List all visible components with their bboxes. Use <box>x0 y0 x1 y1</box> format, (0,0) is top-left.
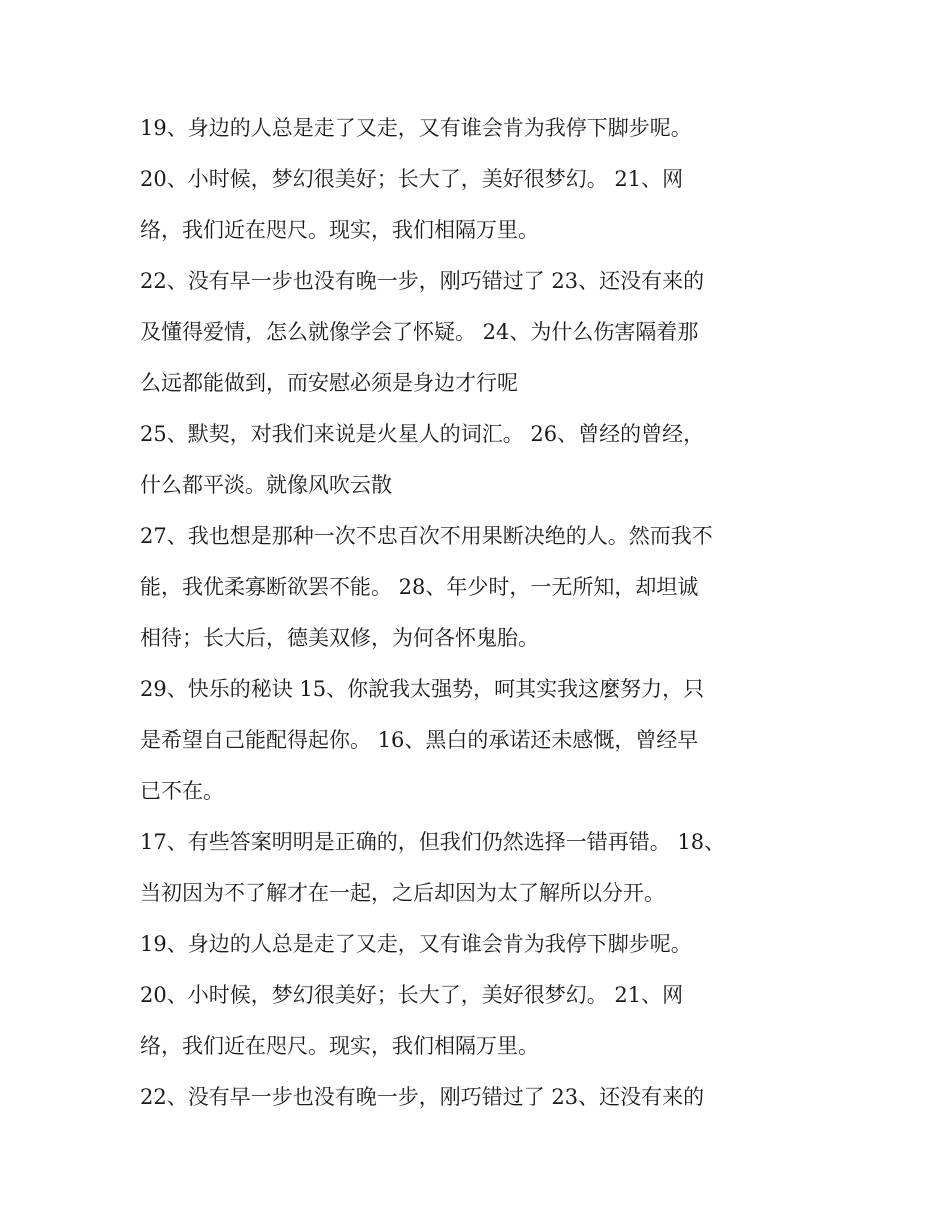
text-line: 22、没有早一步也没有晚一步，刚巧错过了 23、还没有来的 <box>140 1085 705 1109</box>
text-line: 19、身边的人总是走了又走，又有谁会肯为我停下脚步呢。 <box>140 932 692 956</box>
text-line: 当初因为不了解才在一起，之后却因为太了解所以分开。 <box>140 881 665 905</box>
text-line: 络，我们近在咫尺。现实，我们相隔万里。 <box>140 218 539 242</box>
text-line: 能，我优柔寡断欲罢不能。 28、年少时，一无所知，却坦诚 <box>140 575 699 599</box>
text-line: 19、身边的人总是走了又走，又有谁会肯为我停下脚步呢。 <box>140 116 692 140</box>
text-line: 29、快乐的秘诀 15、你說我太强势，呵其实我这麼努力，只 <box>140 677 705 701</box>
text-line: 络，我们近在咫尺。现实，我们相隔万里。 <box>140 1034 539 1058</box>
text-line: 已不在。 <box>140 779 224 803</box>
text-line: 27、我也想是那种一次不忠百次不用果断决绝的人。然而我不 <box>140 524 713 548</box>
text-line: 22、没有早一步也没有晚一步，刚巧错过了 23、还没有来的 <box>140 269 705 293</box>
text-line: 17、有些答案明明是正确的，但我们仍然选择一错再错。 18、 <box>140 830 726 854</box>
document-body <box>140 103 840 1123</box>
text-line: 20、小时候，梦幻很美好；长大了，美好很梦幻。 21、网 <box>140 167 684 191</box>
text-line: 么远都能做到，而安慰必须是身边才行呢 <box>140 371 518 395</box>
text-line: 25、默契，对我们来说是火星人的词汇。 26、曾经的曾经， <box>140 422 705 446</box>
text-line: 什么都平淡。就像风吹云散 <box>140 473 392 497</box>
text-line: 20、小时候，梦幻很美好；长大了，美好很梦幻。 21、网 <box>140 983 684 1007</box>
text-line: 及懂得爱情，怎么就像学会了怀疑。 24、为什么伤害隔着那 <box>140 320 699 344</box>
text-line: 相待；长大后，德美双修，为何各怀鬼胎。 <box>140 626 539 650</box>
text-line: 是希望自己能配得起你。 16、黑白的承诺还未感慨，曾经早 <box>140 728 699 752</box>
